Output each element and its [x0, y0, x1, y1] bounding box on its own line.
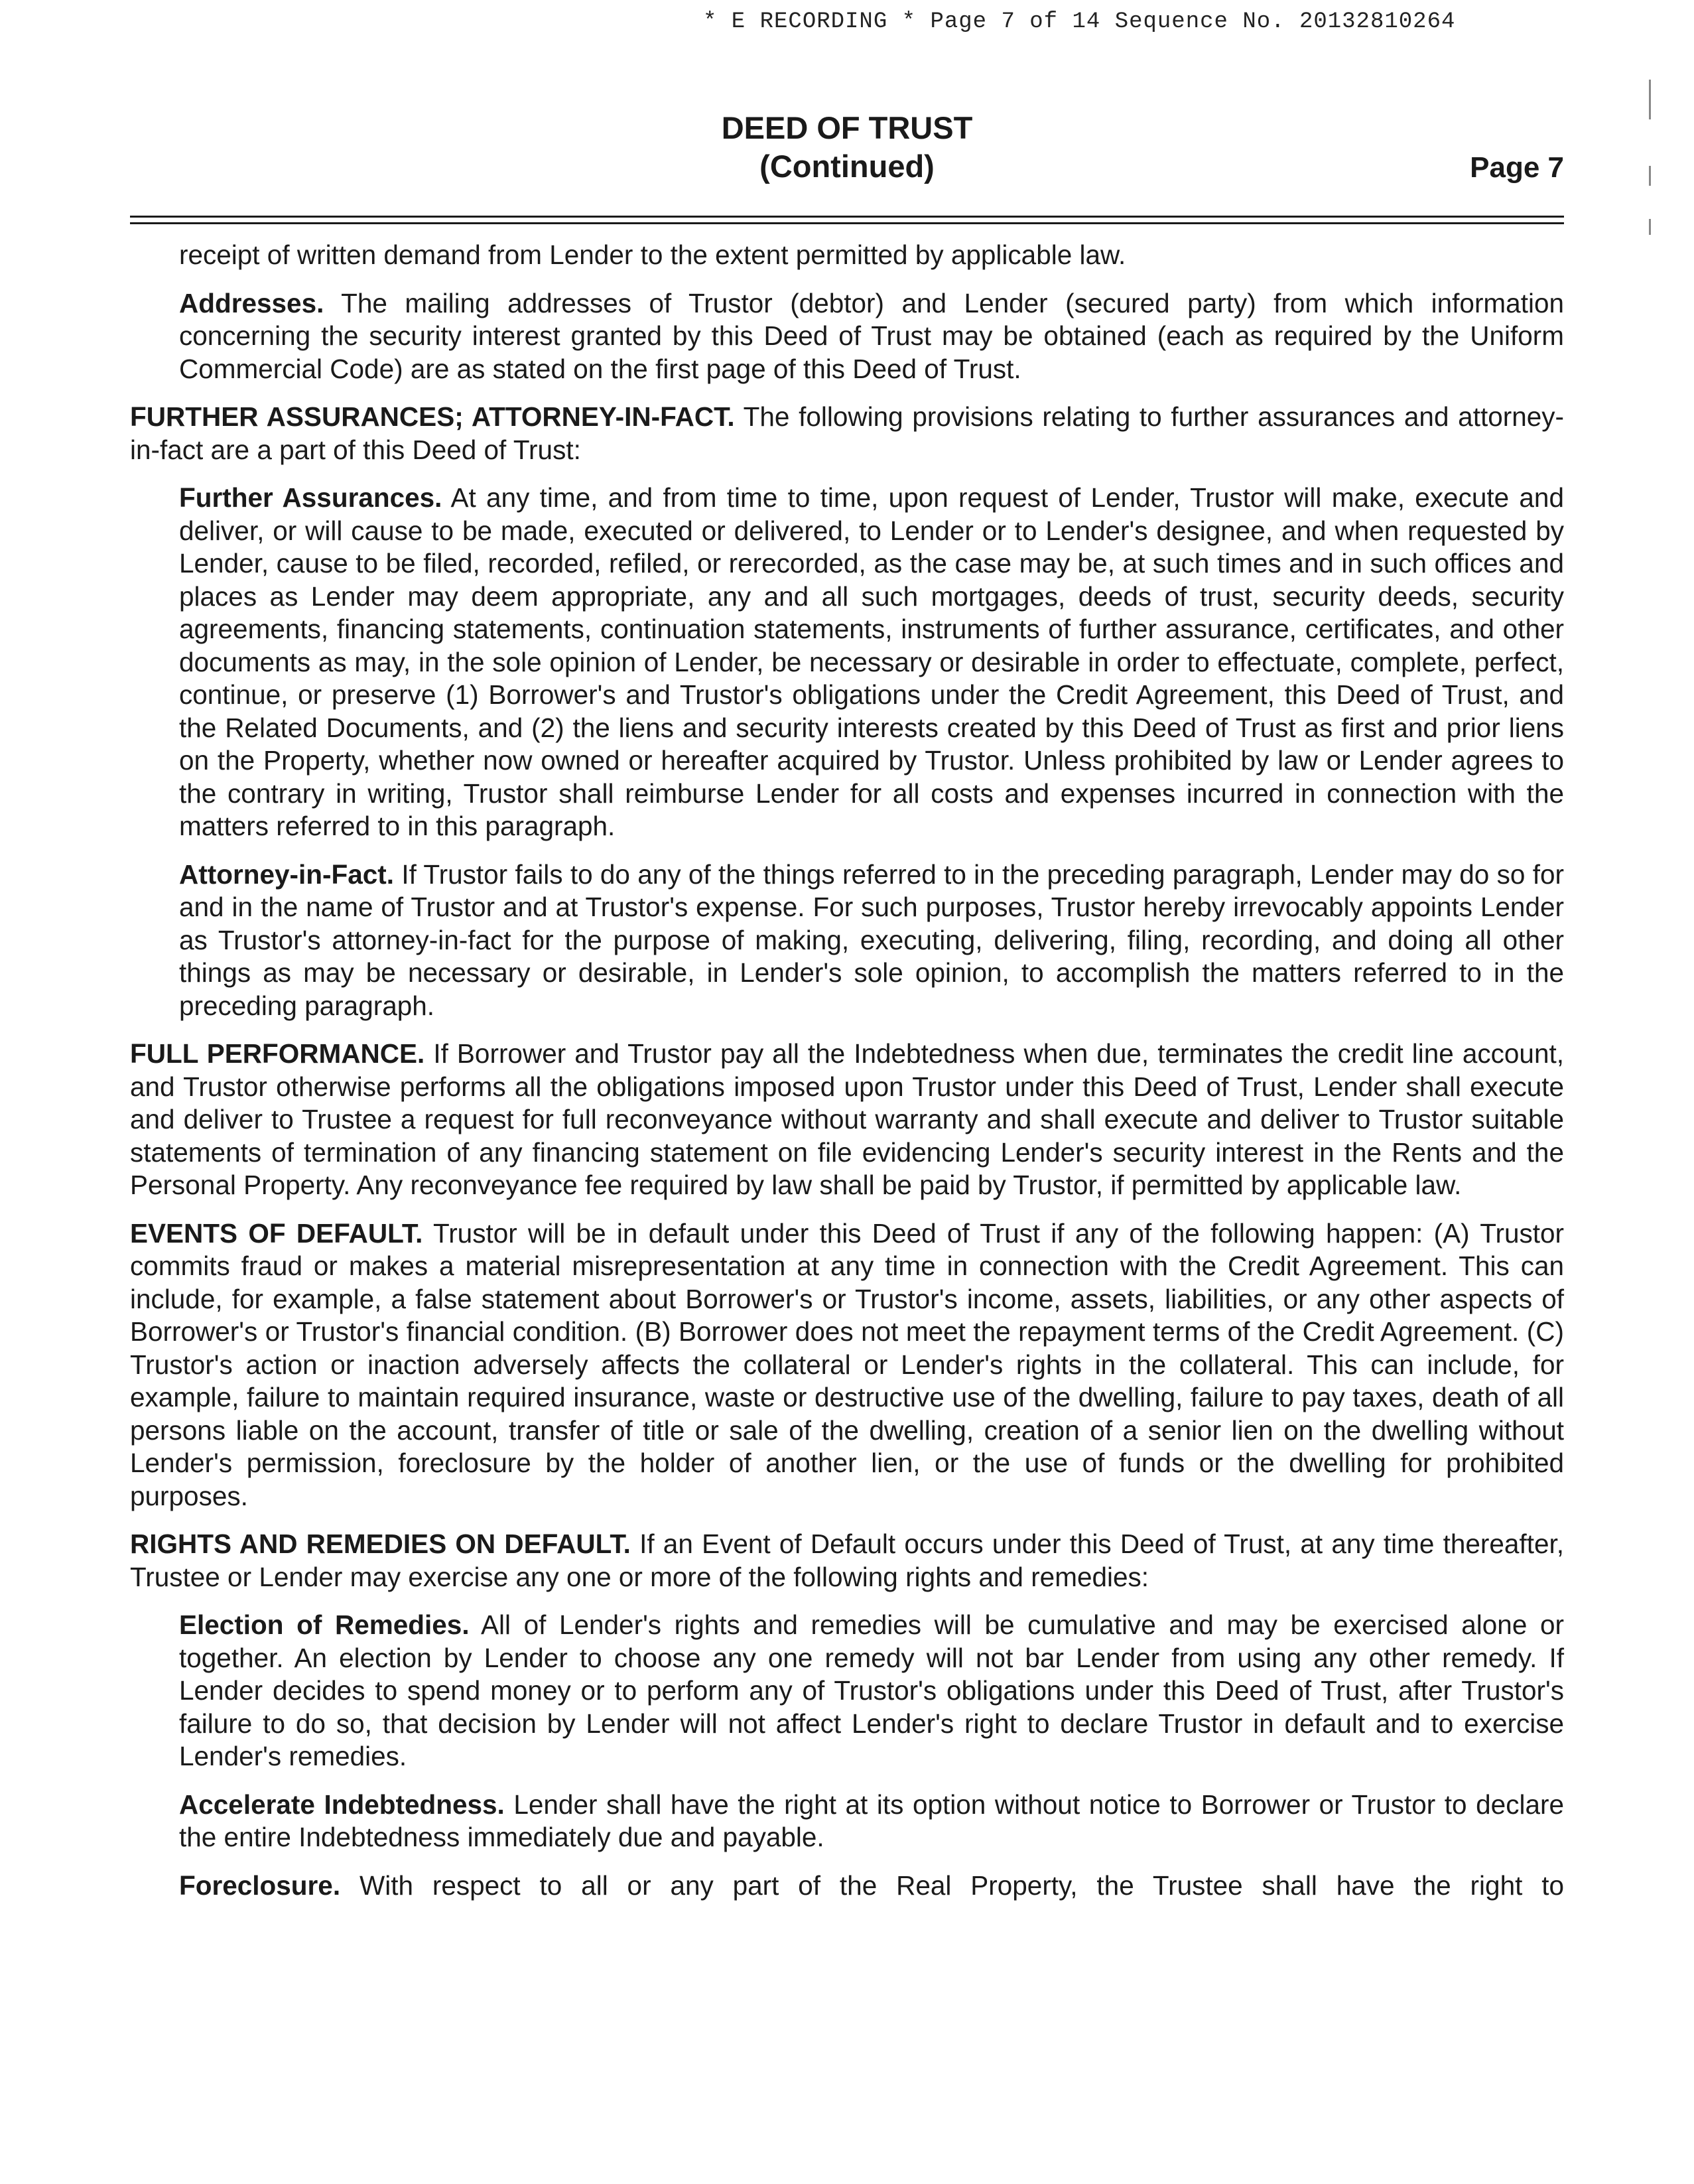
- full-performance-heading: FULL PERFORMANCE.: [130, 1038, 425, 1069]
- scan-edge-mark: [1649, 219, 1651, 235]
- addresses-text: The mailing addresses of Trustor (debtor) and Lender (secured party) from which information concerning the security interest granted by this Deed of Trust may be obtained (each as required by the Uniform Commercial Code) are as stated on the first page of this Deed of Trust.: [179, 287, 1564, 384]
- continuation-paragraph: receipt of written demand from Lender to the extent permitted by applicable law.: [179, 239, 1126, 270]
- page-number: Page 7: [1470, 151, 1564, 184]
- attorney-in-fact-paragraph: [179, 858, 1564, 1023]
- scan-edge-mark: [1649, 166, 1651, 186]
- header-rule-top: [130, 216, 1564, 218]
- full-performance-text: If Borrower and Trustor pay all the Indebtedness when due, terminates the credit line account, and Trustor otherwise performs all the obligations imposed upon Trustor under this Deed of Trust, Lender shall execute and deliver to Trustee a request for full reconveyance without warranty and shall execute and deliver to Trustor suitable statements of termination of any financing statement on file evidencing Lender's security interest in the Rents and the Personal Property. Any reconveyance fee required by law shall be paid by Trustor, if permitted by applicable law.: [130, 1038, 1564, 1200]
- further-assurances-heading: Further Assurances.: [179, 482, 442, 513]
- title-line: DEED OF TRUST: [721, 110, 973, 145]
- further-assurances-section-text: The following provisions relating to further assurances and attorney-in-fact are a part of this Deed of Trust:: [130, 401, 1564, 465]
- events-of-default-text: Trustor will be in default under this Deed of Trust if any of the following happen: (A) Trustor commits fraud or makes a material misrepresentation at any time in connection with the Credit Agreement. This can include, for example, a false statement about Borrower's or Trustor's income, assets, liabilities, or any other aspects of Borrower's or Trustor's financial condition. (B) Borrower does not meet the repayment terms of the Credit Agreement. (C) Trustor's action or inaction adversely affects the collateral or Lender's rights in the collateral. This can include, for example, failure to maintain required insurance, waste or destructive use of the dwelling, failure to pay taxes, death of all persons liable on the account, transfer of title or sale of the dwelling, creation of a senior lien on the dwelling without Lender's permission, foreclosure by the holder of another lien, or the use of funds or the dwelling for prohibited purposes.: [130, 1217, 1564, 1511]
- accelerate-indebtedness-text: Lender shall have the right at its option without notice to Borrower or Trustor to declare the entire Indebtedness immediately due and payable.: [179, 1789, 1564, 1852]
- attorney-in-fact-text: If Trustor fails to do any of the things referred to in the preceding paragraph, Lender may do so for and in the name of Trustor and at Trustor's expense. For such purposes, Trustor hereby irrevocably appoints Lender as Trustor's attorney-in-fact for the purpose of making, executing, delivering, filing, recording, and doing all other things as may be necessary or desirable, in Lender's sole opinion, to accomplish the matters referred to in the preceding paragraph.: [179, 858, 1564, 1021]
- election-of-remedies-heading: Election of Remedies.: [179, 1609, 470, 1640]
- full-performance-section: [130, 1038, 1564, 1202]
- election-of-remedies-paragraph: [179, 1609, 1564, 1773]
- rights-and-remedies-text: If an Event of Default occurs under this Deed of Trust, at any time thereafter, Trustee or Lender may exercise any one or more of the following rights and remedies:: [130, 1529, 1564, 1592]
- accelerate-indebtedness-heading: Accelerate Indebtedness.: [179, 1789, 505, 1820]
- events-of-default-section: [130, 1217, 1564, 1513]
- rights-and-remedies-section: [130, 1528, 1564, 1594]
- title-subtitle: (Continued): [759, 149, 935, 184]
- scan-edge-mark: [1649, 80, 1651, 119]
- foreclosure-heading: Foreclosure.: [179, 1870, 341, 1901]
- document-body: [130, 239, 1564, 1918]
- addresses-heading: Addresses.: [179, 287, 324, 318]
- document-title: [0, 109, 1694, 186]
- further-assurances-paragraph: [179, 482, 1564, 843]
- further-assurances-section-heading: FURTHER ASSURANCES; ATTORNEY-IN-FACT.: [130, 401, 735, 432]
- recording-header: * E RECORDING * Page 7 of 14 Sequence No. 20132810264: [703, 9, 1456, 34]
- header-rule-bottom: [130, 222, 1564, 224]
- foreclosure-text: With respect to all or any part of the Real Property, the Trustee shall have the right to: [359, 1870, 1564, 1901]
- further-assurances-text: At any time, and from time to time, upon request of Lender, Trustor will make, execute and deliver, or will cause to be made, executed or delivered, to Lender or to Lender's designee, and when requested by Lender, cause to be filed, recorded, refiled, or rerecorded, as the case may be, at such times and in such offices and places as Lender may deem appropriate, any and all such mortgages, deeds of trust, security deeds, security agreements, financing statements, continuation statements, instruments of further assurance, certificates, and other documents as may, in the sole opinion of Lender, be necessary or desirable in order to effectuate, complete, perfect, continue, or preserve (1) Borrower's and Trustor's obligations under the Credit Agreement, this Deed of Trust, and the Related Documents, and (2) the liens and security interests created by this Deed of Trust as first and prior liens on the Property, whether now owned or hereafter acquired by Trustor. Unless prohibited by law or Lender agrees to the contrary in writing, Trustor shall reimburse Lender for all costs and expenses incurred in connection with the matters referred to in this paragraph.: [179, 482, 1564, 841]
- rights-and-remedies-heading: RIGHTS AND REMEDIES ON DEFAULT.: [130, 1529, 631, 1559]
- further-assurances-section: [130, 401, 1564, 466]
- addresses-paragraph: [179, 287, 1564, 386]
- foreclosure-paragraph: [179, 1870, 1564, 1903]
- election-of-remedies-text: All of Lender's rights and remedies will be cumulative and may be exercised alone or together. An election by Lender to choose any one remedy will not bar Lender from using any other remedy. If Lender decides to spend money or to perform any of Trustor's obligations under this Deed of Trust, after Trustor's failure to do so, that decision by Lender will not affect Lender's right to declare Trustor in default and to exercise Lender's remedies.: [179, 1609, 1564, 1771]
- events-of-default-heading: EVENTS OF DEFAULT.: [130, 1217, 423, 1249]
- accelerate-indebtedness-paragraph: [179, 1789, 1564, 1854]
- attorney-in-fact-heading: Attorney-in-Fact.: [179, 858, 394, 890]
